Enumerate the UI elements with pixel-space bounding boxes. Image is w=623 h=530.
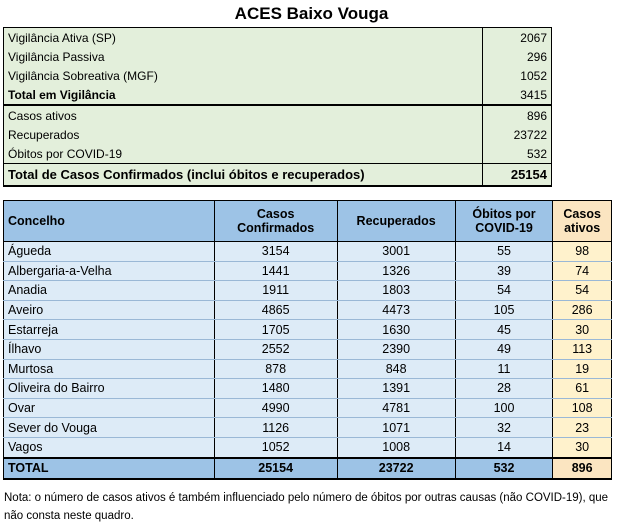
summary-value: 23722 (483, 125, 552, 144)
cell-obitos: 11 (455, 359, 553, 379)
cell-concelho: Sever do Vouga (4, 418, 215, 438)
total-value: 23722 (337, 458, 455, 479)
cell-obitos: 45 (455, 320, 553, 340)
cell-obitos: 28 (455, 379, 553, 399)
cell-casos-confirmados: 1052 (214, 437, 337, 457)
table-row (4, 437, 612, 457)
table-row (4, 242, 612, 262)
table-header-row (4, 201, 612, 242)
summary-label: Casos ativos (4, 105, 483, 125)
summary-row (4, 144, 552, 164)
summary-value: 2067 (483, 28, 552, 48)
cell-casos-ativos: 54 (553, 281, 612, 301)
summary-row (4, 47, 552, 66)
cell-obitos: 100 (455, 398, 553, 418)
summary-value: 3415 (483, 85, 552, 105)
cell-concelho: Ílhavo (4, 339, 215, 359)
cell-concelho: Estarreja (4, 320, 215, 340)
table-row (4, 359, 612, 379)
summary-row (4, 105, 552, 125)
cell-casos-ativos: 61 (553, 379, 612, 399)
summary-label: Vigilância Ativa (SP) (4, 28, 483, 48)
cell-casos-confirmados: 878 (214, 359, 337, 379)
cell-recuperados: 1391 (337, 379, 455, 399)
cell-casos-confirmados: 1126 (214, 418, 337, 438)
summary-value: 532 (483, 144, 552, 164)
total-value: 25154 (214, 458, 337, 479)
cell-recuperados: 2390 (337, 339, 455, 359)
cell-casos-confirmados: 1441 (214, 261, 337, 281)
footnote: Nota: o número de casos ativos é também influenciado pelo número de óbitos por outras causas (não COVID-19), que não consta neste quadro. (4, 492, 609, 522)
total-value: 896 (553, 458, 612, 479)
summary-row-total-vigilancia (4, 85, 552, 105)
cell-obitos: 55 (455, 242, 553, 262)
cell-concelho: Albergaria-a-Velha (4, 261, 215, 281)
concelhos-table (3, 200, 612, 480)
summary-label: Vigilância Passiva (4, 47, 483, 66)
cell-concelho: Ovar (4, 398, 215, 418)
table-row (4, 261, 612, 281)
cell-recuperados: 1071 (337, 418, 455, 438)
summary-label: Vigilância Sobreativa (MGF) (4, 66, 483, 85)
table-row (4, 300, 612, 320)
cell-casos-confirmados: 1705 (214, 320, 337, 340)
cell-casos-ativos: 113 (553, 339, 612, 359)
cell-concelho: Vagos (4, 437, 215, 457)
cell-casos-confirmados: 4990 (214, 398, 337, 418)
cell-concelho: Aveiro (4, 300, 215, 320)
cell-obitos: 14 (455, 437, 553, 457)
cell-casos-ativos: 286 (553, 300, 612, 320)
total-value: 532 (455, 458, 553, 479)
cell-obitos: 39 (455, 261, 553, 281)
cell-casos-ativos: 23 (553, 418, 612, 438)
summary-label: Total em Vigilância (4, 85, 483, 105)
cell-obitos: 32 (455, 418, 553, 438)
cell-casos-ativos: 108 (553, 398, 612, 418)
summary-value: 1052 (483, 66, 552, 85)
table-row (4, 339, 612, 359)
cell-casos-ativos: 30 (553, 320, 612, 340)
cell-recuperados: 3001 (337, 242, 455, 262)
cell-casos-ativos: 30 (553, 437, 612, 457)
cell-recuperados: 848 (337, 359, 455, 379)
table-row (4, 320, 612, 340)
cell-casos-confirmados: 1480 (214, 379, 337, 399)
header-casos-confirmados: Casos Confirmados (214, 201, 337, 242)
header-obitos: Óbitos por COVID-19 (455, 201, 553, 242)
summary-value: 296 (483, 47, 552, 66)
summary-label: Total de Casos Confirmados (inclui óbitos e recuperados) (4, 164, 483, 187)
page-title: ACES Baixo Vouga (234, 4, 389, 23)
summary-row (4, 28, 552, 48)
cell-recuperados: 1326 (337, 261, 455, 281)
total-label: TOTAL (4, 458, 215, 479)
cell-recuperados: 1630 (337, 320, 455, 340)
summary-row (4, 125, 552, 144)
summary-label: Recuperados (4, 125, 483, 144)
table-row (4, 281, 612, 301)
table-row (4, 418, 612, 438)
cell-casos-ativos: 98 (553, 242, 612, 262)
cell-casos-ativos: 74 (553, 261, 612, 281)
summary-row-total-confirmados (4, 164, 552, 187)
cell-obitos: 54 (455, 281, 553, 301)
header-concelho: Concelho (4, 201, 215, 242)
summary-value: 896 (483, 105, 552, 125)
summary-label: Óbitos por COVID-19 (4, 144, 483, 164)
cell-casos-confirmados: 4865 (214, 300, 337, 320)
cell-recuperados: 4473 (337, 300, 455, 320)
table-row (4, 398, 612, 418)
cell-casos-confirmados: 2552 (214, 339, 337, 359)
cell-concelho: Águeda (4, 242, 215, 262)
header-recuperados: Recuperados (337, 201, 455, 242)
header-casos-ativos: Casos ativos (553, 201, 612, 242)
cell-concelho: Anadia (4, 281, 215, 301)
cell-recuperados: 1008 (337, 437, 455, 457)
cell-obitos: 49 (455, 339, 553, 359)
cell-recuperados: 1803 (337, 281, 455, 301)
summary-table (3, 27, 552, 187)
summary-value: 25154 (483, 164, 552, 187)
summary-row (4, 66, 552, 85)
cell-casos-ativos: 19 (553, 359, 612, 379)
cell-casos-confirmados: 1911 (214, 281, 337, 301)
cell-casos-confirmados: 3154 (214, 242, 337, 262)
table-total-row (4, 458, 612, 479)
cell-concelho: Murtosa (4, 359, 215, 379)
cell-obitos: 105 (455, 300, 553, 320)
table-row (4, 379, 612, 399)
cell-recuperados: 4781 (337, 398, 455, 418)
cell-concelho: Oliveira do Bairro (4, 379, 215, 399)
